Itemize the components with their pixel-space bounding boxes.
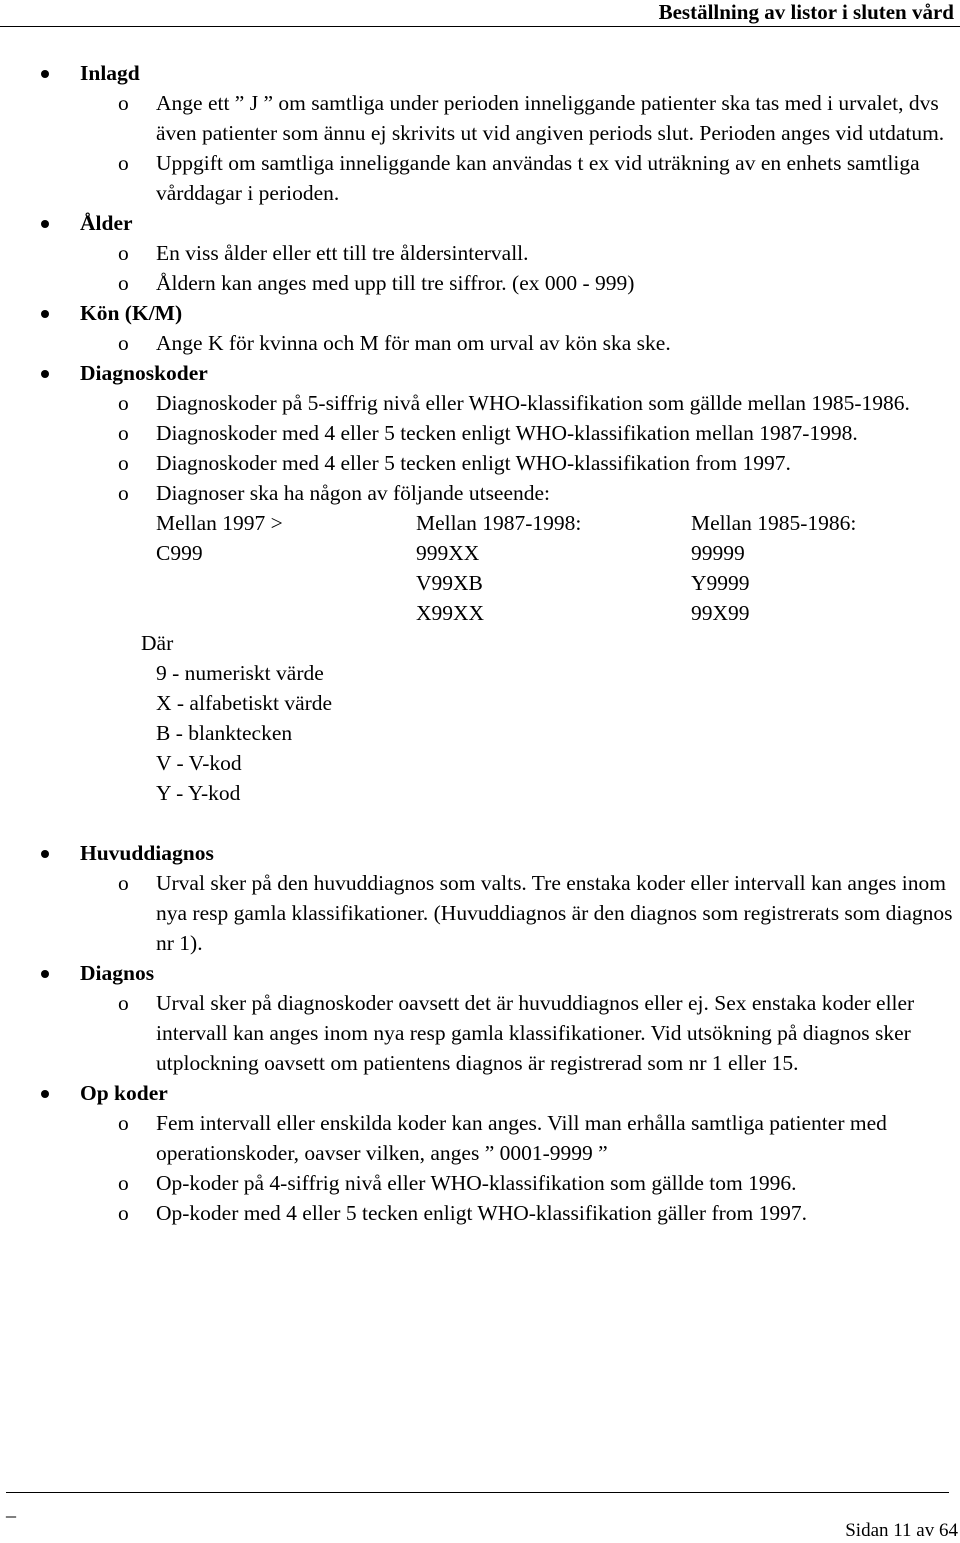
section-title: Op koder: [80, 1081, 168, 1105]
list-item: [0, 388, 960, 418]
legend-item: X - alfabetiskt värde: [156, 691, 333, 715]
bullet-icon: [41, 370, 49, 378]
list-item-text: Op-koder på 4-siffrig nivå eller WHO-klassifikation som gällde tom 1996.: [156, 1171, 797, 1195]
header-title: Beställning av listor i sluten vård: [658, 0, 954, 24]
list-item: [0, 418, 960, 448]
sub-bullet-marker: o: [118, 991, 129, 1015]
section-title: Inlagd: [80, 61, 140, 85]
code-cell: Y9999: [691, 571, 750, 595]
bullet-icon: [41, 310, 49, 318]
sub-bullet-marker: o: [118, 871, 129, 895]
section-title: Ålder: [80, 211, 133, 235]
list-item-text: Diagnoskoder med 4 eller 5 tecken enligt WHO-klassifikation from 1997.: [156, 451, 791, 475]
section-title: Huvuddiagnos: [80, 841, 214, 865]
list-item-text: En viss ålder eller ett till tre åldersintervall.: [156, 241, 529, 265]
list-item: [0, 448, 960, 478]
section-kon: [0, 298, 960, 358]
code-cell: 999XX: [416, 541, 480, 565]
list-item: [0, 868, 960, 958]
page-header: [0, 0, 960, 27]
footer-mark: _: [6, 1498, 16, 1520]
sub-bullet-marker: o: [118, 481, 129, 505]
sub-bullet-marker: o: [118, 151, 129, 175]
list-item-text: Diagnoskoder på 5-siffrig nivå eller WHO-klassifikation som gällde mellan 1985-1986.: [156, 391, 910, 415]
legend-item: 9 - numeriskt värde: [156, 661, 324, 685]
sub-bullet-marker: o: [118, 241, 129, 265]
document-content: [0, 58, 960, 1228]
section-op-koder: [0, 1078, 960, 1228]
section-inlagd: [0, 58, 960, 208]
code-cell: X99XX: [416, 601, 485, 625]
list-item: [0, 238, 960, 268]
legend-item: Y - Y-kod: [156, 781, 241, 805]
bullet-icon: [41, 1090, 49, 1098]
legend-item: B - blanktecken: [156, 721, 293, 745]
code-table-row: [0, 568, 960, 598]
list-item: [0, 988, 960, 1078]
list-item-text: Urval sker på diagnoskoder oavsett det är huvuddiagnos eller ej. Sex enstaka koder eller intervall kan anges inom nya resp gamla klassifikationer. Vid utsökning på diagnos sker utplockning oavsett om patientens diagnos är registrerad som nr 1 eller 15.: [156, 991, 915, 1075]
bullet-icon: [41, 970, 49, 978]
sub-bullet-marker: o: [118, 1171, 129, 1195]
section-alder: [0, 208, 960, 298]
code-header-cell: Mellan 1987-1998:: [416, 511, 582, 535]
sub-bullet-marker: o: [118, 1201, 129, 1225]
bullet-icon: [41, 220, 49, 228]
code-table-header: [0, 508, 960, 538]
section-diagnos: [0, 958, 960, 1078]
legend-item: V - V-kod: [156, 751, 242, 775]
list-item: [0, 88, 960, 148]
list-item: [0, 268, 960, 298]
code-cell: 99X99: [691, 601, 750, 625]
section-huvuddiagnos: [0, 838, 960, 958]
legend-title: Där: [141, 631, 174, 655]
list-item: [0, 1108, 960, 1168]
sub-bullet-marker: o: [118, 1111, 129, 1135]
list-item-text: Diagnoskoder med 4 eller 5 tecken enligt WHO-klassifikation mellan 1987-1998.: [156, 421, 858, 445]
list-item-text: Åldern kan anges med upp till tre siffror. (ex 000 - 999): [156, 271, 635, 295]
code-cell: C999: [156, 541, 203, 565]
code-cell: V99XB: [416, 571, 483, 595]
list-item-text: Diagnoser ska ha någon av följande utseende:: [156, 481, 551, 505]
list-item: [0, 148, 960, 208]
sub-bullet-marker: o: [118, 451, 129, 475]
sub-bullet-marker: o: [118, 391, 129, 415]
list-item-text: Ange K för kvinna och M för man om urval av kön ska ske.: [156, 331, 671, 355]
page-number: Sidan 11 av 64: [845, 1520, 958, 1541]
list-item-text: Urval sker på den huvuddiagnos som valts. Tre enstaka koder eller intervall kan anges inom nya resp gamla klassifikationer. (Huvuddiagnos är den diagnos som registrerats som diagnos nr 1).: [156, 871, 953, 955]
sub-bullet-marker: o: [118, 331, 129, 355]
section-diagnoskoder: [0, 358, 960, 838]
list-item: [0, 1198, 960, 1228]
code-cell: 99999: [691, 541, 745, 565]
sub-bullet-marker: o: [118, 91, 129, 115]
sub-bullet-marker: o: [118, 421, 129, 445]
bullet-icon: [41, 70, 49, 78]
section-title: Kön (K/M): [80, 301, 183, 325]
section-title: Diagnoskoder: [80, 361, 208, 385]
bullet-icon: [41, 850, 49, 858]
list-item: [0, 1168, 960, 1198]
list-item-text: Fem intervall eller enskilda koder kan anges. Vill man erhålla samtliga patienter med operationskoder, oavser vilken, anges ” 0001-9999 ”: [156, 1111, 887, 1165]
section-title: Diagnos: [80, 961, 155, 985]
list-item: [0, 478, 960, 508]
code-table: [0, 508, 960, 628]
list-item: [0, 328, 960, 358]
list-item-text: Ange ett ” J ” om samtliga under perioden inneliggande patienter ska tas med i urvalet, dvs även patienter som ännu ej skrivits ut vid angiven periods slut. Perioden anges vid utdatum.: [156, 91, 945, 145]
sub-bullet-marker: o: [118, 271, 129, 295]
code-header-cell: Mellan 1997 >: [156, 511, 283, 535]
code-table-row: [0, 598, 960, 628]
blank-line: [0, 808, 960, 838]
list-item-text: Uppgift om samtliga inneliggande kan användas t ex vid uträkning av en enhets samtliga vårddagar i perioden.: [156, 151, 920, 205]
list-item-text: Op-koder med 4 eller 5 tecken enligt WHO-klassifikation gäller from 1997.: [156, 1201, 807, 1225]
code-table-row: [0, 538, 960, 568]
footer-divider: [6, 1492, 949, 1493]
code-header-cell: Mellan 1985-1986:: [691, 511, 857, 535]
